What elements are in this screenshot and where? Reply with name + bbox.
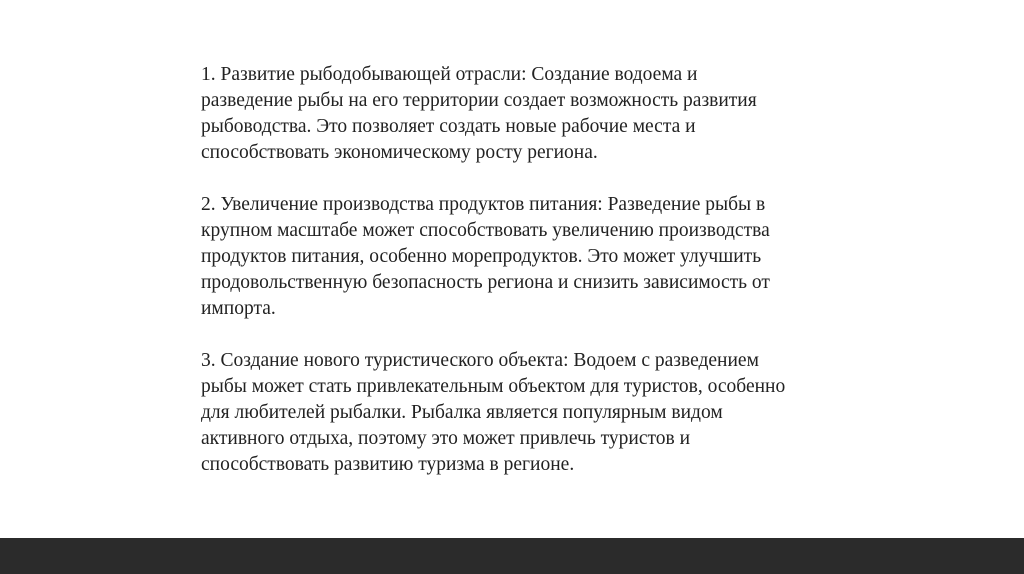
paragraph-food-production: [201, 192, 861, 322]
text-line: разведение рыбы на его территории создает возможность развития: [201, 90, 757, 111]
text-line: для любителей рыбалки. Рыбалка является популярным видом: [201, 402, 723, 423]
text-line: 2. Увеличение производства продуктов питания: Разведение рыбы в: [201, 194, 766, 215]
text-line: 1. Развитие рыбодобывающей отрасли: Создание водоема и: [201, 64, 698, 85]
text-line: продуктов питания, особенно морепродуктов. Это может улучшить: [201, 246, 762, 267]
text-line: продовольственную безопасность региона и снизить зависимость от: [201, 272, 770, 293]
paragraph-fishery-development: [201, 62, 861, 166]
text-line: 3. Создание нового туристического объекта: Водоем с разведением: [201, 350, 759, 371]
slide-text-block: [201, 62, 861, 504]
text-line: рыбоводства. Это позволяет создать новые рабочие места и: [201, 116, 696, 137]
text-line: способствовать экономическому росту региона.: [201, 142, 598, 163]
text-line: способствовать развитию туризма в регионе.: [201, 454, 575, 475]
paragraph-tourism: [201, 348, 861, 478]
text-line: импорта.: [201, 298, 276, 319]
presentation-bottom-bar: [0, 538, 1024, 574]
text-line: рыбы может стать привлекательным объектом для туристов, особенно: [201, 376, 786, 397]
text-line: активного отдыха, поэтому это может привлечь туристов и: [201, 428, 691, 449]
text-line: крупном масштабе может способствовать увеличению производства: [201, 220, 770, 241]
